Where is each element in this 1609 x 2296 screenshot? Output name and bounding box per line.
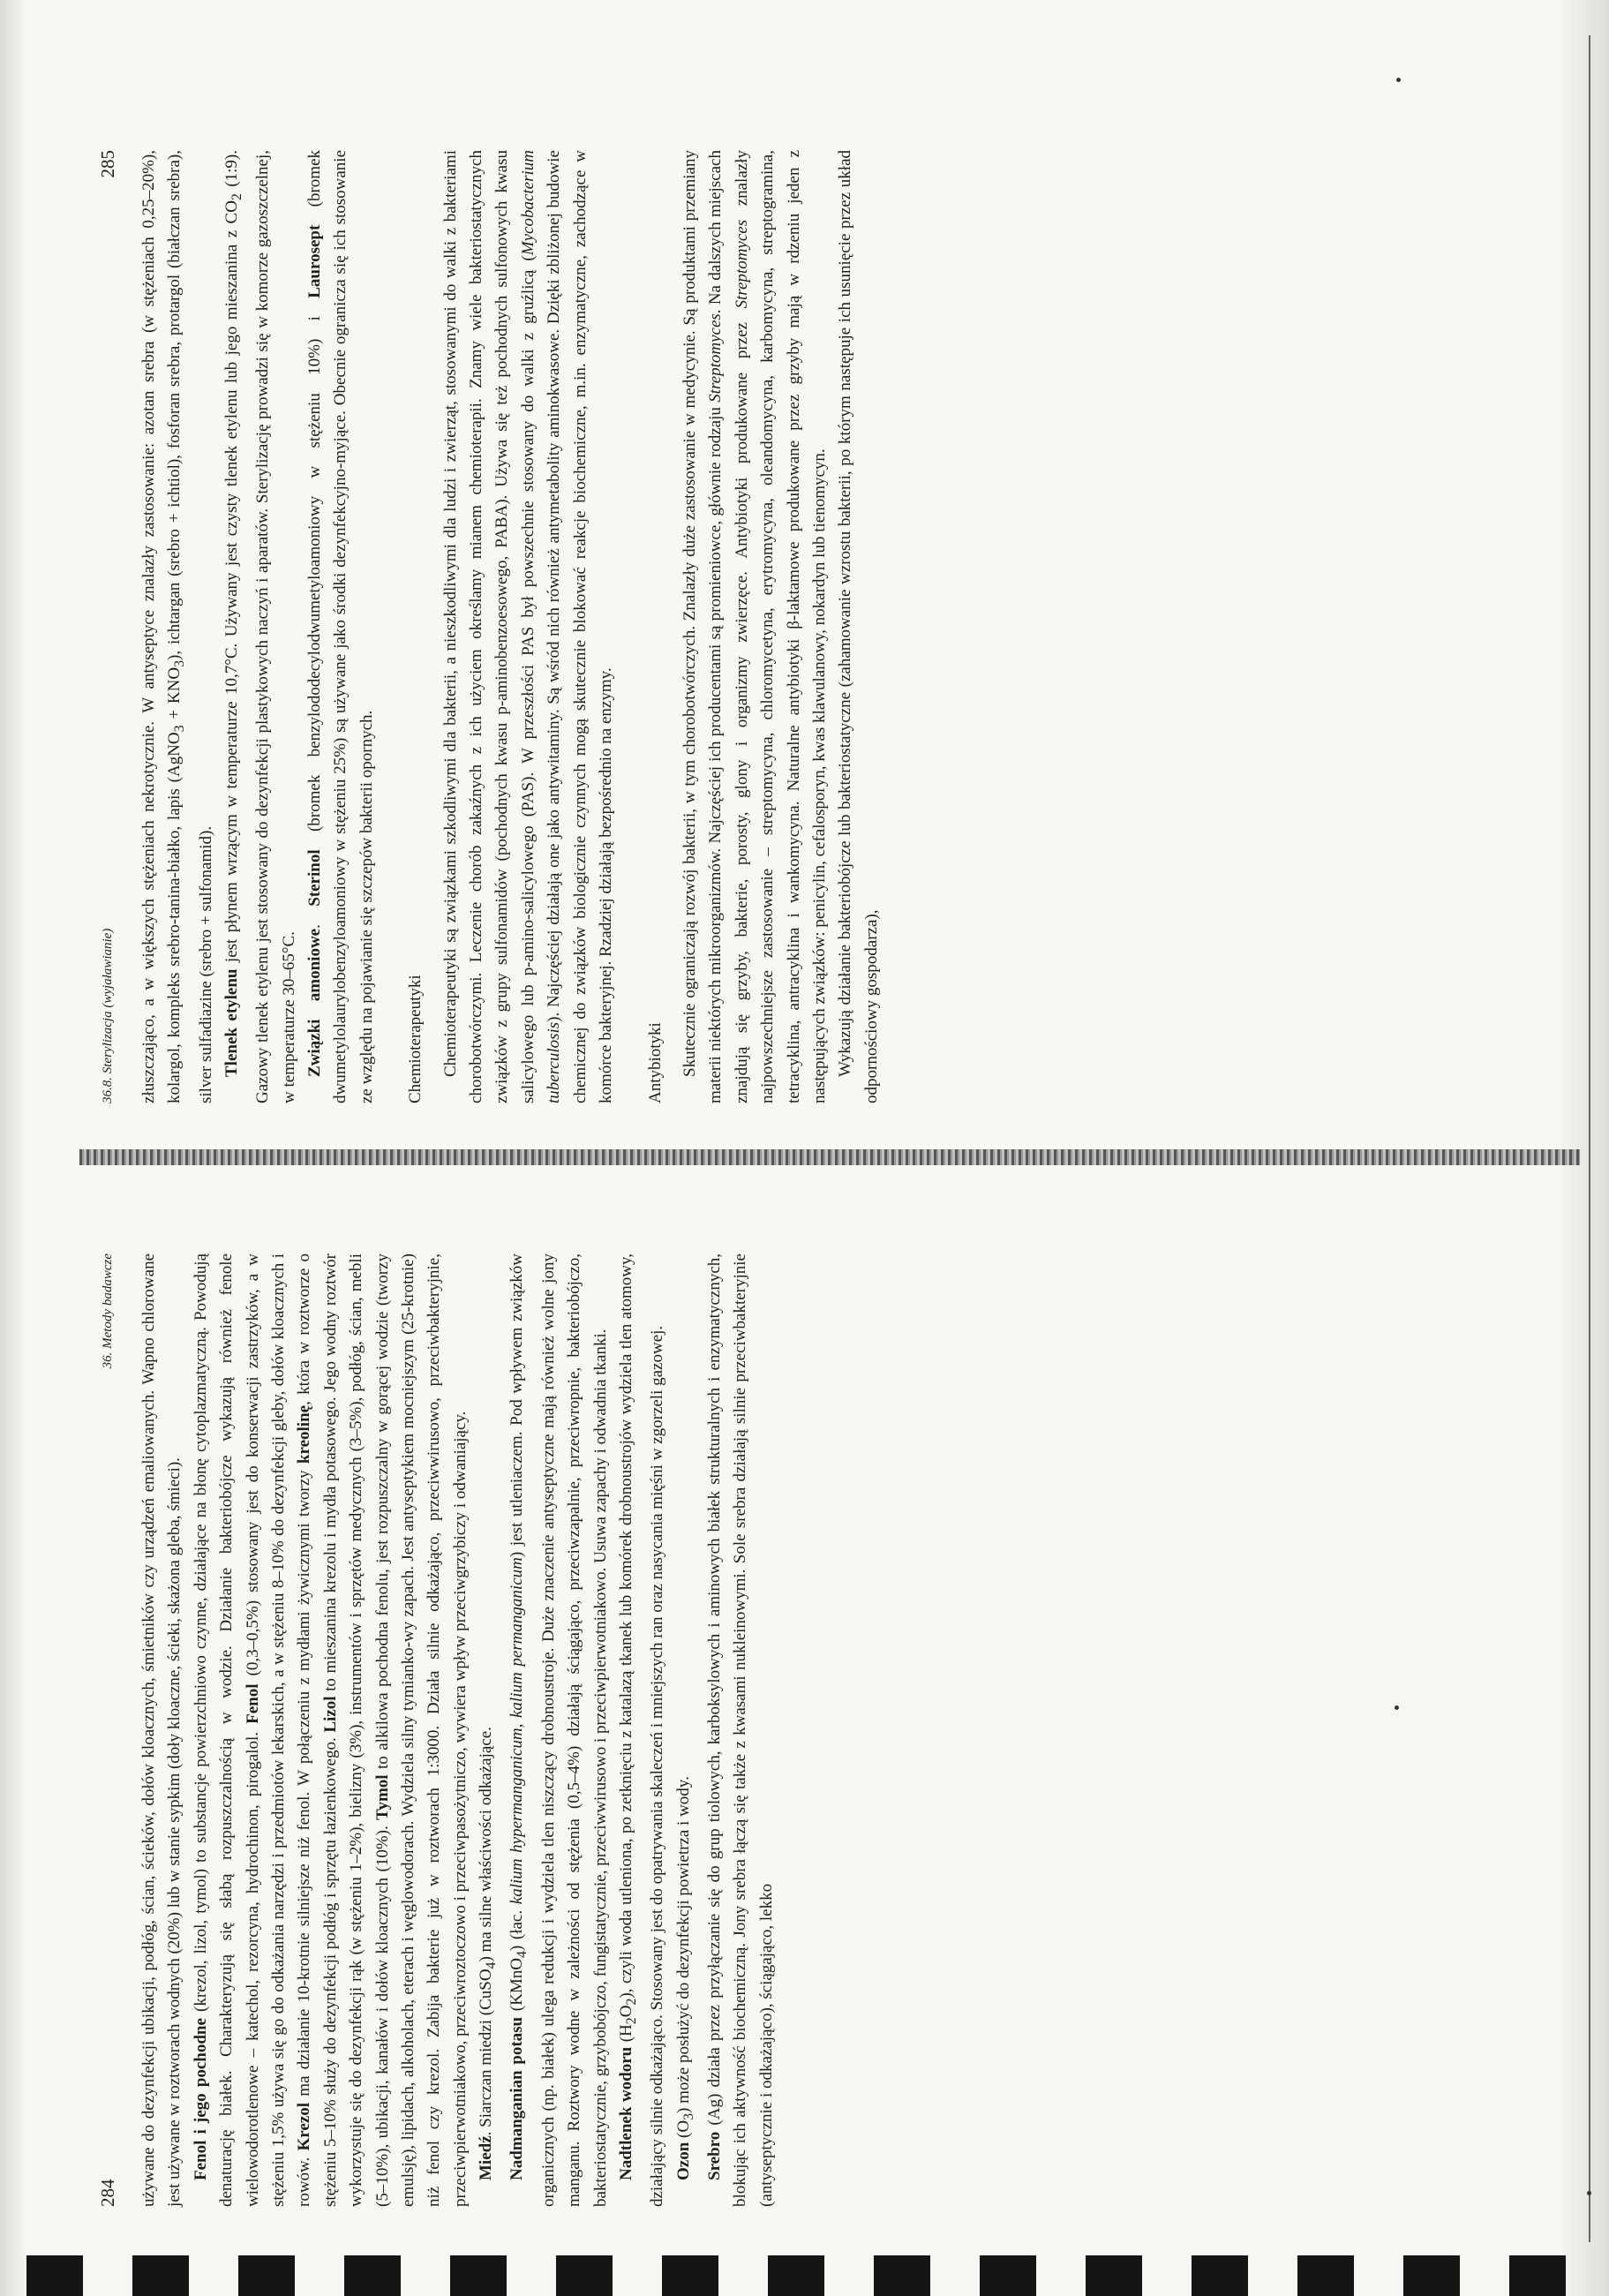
text-run: (krezol, lizol, tymol) to substancje powierzchniowo czynne, działające na błonę cytoplazmatyczną. Powodują denaturację białek. Charakteryzują się słabą rozpuszczalnością w wodzie. Działanie bakteriobójcze wykazują również fenole wielowodorotlenowe – katechol, rezorcyna, hydrochinon, pirogalol.: [191, 1253, 262, 2207]
term: Nadmanganian potasu: [508, 2016, 527, 2180]
subscript: 3: [172, 659, 188, 667]
text-run: ) (łac.: [508, 1904, 527, 1952]
term: Nadtlenek wodoru: [616, 2046, 635, 2180]
term: Sterinol: [305, 849, 325, 907]
text-run: Chemioterapeutyki są związkami szkodliwymi dla bakterii, a nieszkodliwymi dla ludzi i zwierząt, stosowanymi do walki z bakteriami chorobotwórczymi. Leczenie chorób zakaźnych z ich użyciem określamy mianem chemioterapii. Znamy wiele bakteriostatycznych związków z grupy sulfonamidów (pochodnych kwasu p-aminobenzoesowego, PABA). Używa się też pochodnych sulfonowych kwasu salicylowego lub p-amino-salicylowego (PAS). W przeszłości PAS był powszechnie stosowany do walki z gruźlicą (: [440, 150, 538, 1103]
page-number: 285: [97, 150, 118, 178]
binding-mark: [1297, 2255, 1354, 2296]
left-page: [97, 1253, 1103, 2207]
binding-marks: [0, 2247, 1609, 2296]
running-head: 36.8. Sterylizacja (wyjaławianie): [101, 928, 115, 1103]
text-run: ) ma silne właściwości odkażające.: [477, 1727, 496, 1962]
body-paragraph: [504, 1253, 613, 2207]
binding-mark: [132, 2255, 189, 2296]
text-run: ma działanie 10-krotnie silniejsze niż fenol. W połączeniu z mydłami żywicznymi tworzy: [295, 1464, 314, 2103]
right-page: [97, 150, 1099, 1103]
body-paragraph: [438, 150, 620, 1103]
body-paragraph: [188, 1253, 473, 2207]
text-run: to alkilowa pochodna fenolu, jest rozpuszczalny w gorącej wodzie (tworzy emulsję), lipidach, alkoholach, eterach i węglowodorach. Wydziela silny tymianko-wy zapach. Jest antyseptykiem mocniejszym (25-krotnie) niż fenol czy krezol. Zabija bakterie już w roztworach 1:3000. Działa silnie odkażająco, przeciwwirusowo, przeciwbakteryjnie, przeciwpierwotniakowo, przeciwroztoczowo i przeciwpasożytniczo, wywiera wpływ przeciwgrzybiczy i odwaniający.: [372, 1253, 470, 2207]
latin-term: Streptomyces: [732, 219, 751, 309]
term: Fenol: [243, 1683, 262, 1724]
body-paragraph: [671, 1253, 702, 2207]
text-run: . Siarczan miedzi (CuSO: [477, 1969, 496, 2136]
text-run: Skutecznie ograniczają rozwój bakterii, w tym chorobotwórczych. Znalazły duże zastosowanie w medycynie. Są produktami przemiany materii niektórych mikroorganizmów. Najczęściej ich producentami są promieniowce, głównie rodzaju: [680, 150, 726, 1103]
subscript: 2: [623, 2017, 639, 2025]
latin-term: Mycobacterium tuberculosis: [518, 150, 564, 1103]
body-paragraph: [677, 150, 832, 1103]
text-run: znalazły najpowszechniejsze zastosowanie – streptomycyna, chloromycetyna, erytromycyna, oleandomycyna, karbomycyna, streptogramina, tetracyklina, antracyklina i wankomycyna. Naturalne antybiotyki β-laktamowe produkowane przez grzyby mają w rdzeniu jeden z następujących związków: penicylin, cefalosporyn, kwas klawulanowy, nokardyn lub tienomycyn.: [732, 150, 829, 1103]
binding-mark: [768, 2255, 824, 2296]
term: Lizol: [320, 1696, 340, 1733]
page-number: 284: [97, 2179, 118, 2207]
subscript: 3: [680, 2112, 696, 2120]
body-paragraph: [302, 150, 380, 1103]
text-run: ) może posłużyć do dezynfekcji powietrza i wody.: [673, 1776, 693, 2113]
binding-mark: [874, 2255, 930, 2296]
page-edge-line: [1589, 35, 1590, 2242]
subscript: 2: [229, 193, 244, 201]
book-spine-gutter: [79, 1149, 1580, 1165]
term: kreolinę: [295, 1404, 314, 1464]
body-paragraph: [702, 1253, 779, 2207]
term: Związki amoniowe: [305, 928, 325, 1077]
text-run: + KNO: [165, 666, 184, 726]
text-run: (Ag) działa przez przyłączanie się do grup tiolowych, karboksylowych i aminowych białek strukturalnych i enzymatycznych, blokując ich aktywność biochemiczną. Jony srebra łączą się także z kwasami nukleinowymi. Sole srebra działają silnie przeciwbakteryjnie (antyseptycznie i odkażająco), ściągająco, lekko: [704, 1253, 776, 2207]
subscript: 4: [515, 1951, 530, 1959]
text-run: .: [305, 906, 325, 929]
text-run: O: [616, 2005, 635, 2018]
binding-mark: [26, 2255, 83, 2296]
text-run: jest płynem wrzącym w temperaturze 10,7°C. Używany jest czysty tlenek etylenu lub jego mieszanina z CO: [222, 200, 242, 969]
subscript: 3: [172, 725, 188, 733]
binding-mark: [450, 2255, 507, 2296]
text-run: , która w roztworze o stężeniu 5–10% służy do dezynfekcji podłóg i sprzętu łazienkowego.: [295, 1253, 340, 2207]
text-run: (H: [616, 2024, 635, 2047]
term: Fenol i jego pochodne: [191, 2018, 210, 2180]
term: Krezol: [295, 2102, 314, 2151]
term: Ozon: [673, 2142, 693, 2180]
subscript: 4: [484, 1961, 500, 1969]
running-header: [97, 1253, 136, 2207]
text-run: (KMnO: [508, 1958, 527, 2017]
binding-mark: [980, 2255, 1036, 2296]
scan-speck: [1395, 1705, 1399, 1710]
page-body: [136, 150, 884, 1103]
binding-mark: [344, 2255, 401, 2296]
text-run: (O: [673, 2119, 693, 2142]
section-heading: Antybiotyki: [645, 1022, 665, 1103]
body-paragraph: [219, 150, 302, 1103]
body-paragraph: [136, 1253, 188, 2207]
scan-speck: [1396, 78, 1401, 82]
binding-mark: [1086, 2255, 1142, 2296]
scan-speck: [1587, 2191, 1591, 2195]
binding-mark: [238, 2255, 295, 2296]
text-run: ), ichtargan (srebro + ichtiol), fosforan srebra, protargol (białczan srebra), silver sulfadiazine (srebro + sulfonamid).: [165, 150, 215, 1103]
text-run: . Na dalszych miejscach znajdują się grzyby, bakterie, porosty, glony i organizmy zwierzęce. Antybiotyki produkowane przez: [706, 150, 751, 1103]
running-head: 36. Metody badawcze: [101, 1253, 115, 1369]
term: Tlenek etylenu: [222, 968, 242, 1077]
scan-shadow-right: [1556, 0, 1609, 2296]
text-run: używane do dezynfekcji ubikacji, podłóg, ścian, ścieków, dołów kloacznych, śmietników czy urządzeń emaliowanych. Wapno chlorowane jest używane w roztworach wodnych (20%) lub w stanie sypkim (doły kloaczne, ścieki, skażona gleba, śmieci).: [139, 1253, 184, 2207]
binding-mark: [1403, 2255, 1460, 2296]
term: Miedź: [477, 2135, 496, 2180]
term: Laurosept: [305, 224, 325, 298]
binding-mark: [556, 2255, 613, 2296]
latin-term: kalium hypermanganicum, kalium permanganicum: [508, 1557, 527, 1905]
text-run: (0,3–0,5%) stosowany jest do konserwacji zastrzyków, a w stężeniu 1,5% używa się go do odkażania narzędzi i przedmiotów lekarskich, a w stężeniu 8–10% do dezynfekcji gleby, dołów kloacznych i rowów.: [243, 1253, 314, 2207]
binding-mark: [662, 2255, 718, 2296]
scan-shadow-left: [0, 0, 26, 2296]
subscript: 2: [623, 1998, 639, 2006]
binding-mark: [1509, 2255, 1566, 2296]
section-heading: Chemioterapeutyki: [406, 975, 425, 1103]
text-run: ). Najczęściej działają one jako antywitaminy. Są wśród nich również antymetabolity aminokwasowe. Dzięki zbliżonej budowie chemicznej do związków biologicznie czynnych mogą skutecznie blokować reakcje biochemiczne, m.in. enzymatyczne, zachodzące w komórce bakteryjnej. Rzadziej działają bezpośrednio na enzymy.: [545, 150, 616, 1103]
body-paragraph: [136, 150, 219, 1103]
text-run: (bromek dwumetylolaurylobenzyloamoniowy w stężeniu 25%) są używane jako środki dezynfekcyjno-myjące. Obecnie ogranicza się ich stosowanie ze względu na pojawianie się szczepów bakterii opornych.: [305, 149, 376, 1103]
running-header: [97, 150, 136, 1103]
text-run: to mieszanina krezolu i mydła potasowego. Jego wodny roztwór wykorzystuje się do dezynfekcji rąk (w stężeniu 1–2%), bielizny (3%), instrumentów i sprzętów medycznych (3–5%), podłóg, ścian, mebli (5–10%), ubikacji, kanałów i dołów kloacznych (10%).: [320, 1253, 392, 2207]
term: Tymol: [372, 1774, 392, 1820]
body-paragraph: [473, 1253, 504, 2207]
body-paragraph: [832, 150, 884, 1103]
text-run: ) jest utleniaczem. Pod wpływem związków organicznych (np. białek) ulega redukcji i wydziela tlen niszczący drobnoustroje. Duże znaczenie antyseptyczne mają również wolne jony manganu. Roztwory wodne w zależności od stężenia (0,5–4%) działają ściągająco, przeciwzapalnie, przeciwropnie, bakteriobójczo, bakteriostatycznie, grzybobójczo, fungistatycznie, przeciwwirusowo i przeciwpierwotniakowo. Usuwa zapachy i odwadnia tkanki.: [508, 1253, 610, 2207]
binding-mark: [1192, 2255, 1248, 2296]
text-run: Wykazują działanie bakteriobójcze lub bakteriostatyczne (zahamowanie wzrostu bakterii, po którym następuje ich usunięcie przez układ odpornościowy gospodarza),: [836, 150, 881, 1103]
term: Srebro: [704, 2131, 724, 2180]
text-run: ), czyli woda utleniona, po zetknięciu z katalazą tkanek lub komórek drobnoustrojów wydziela tlen atomowy, działający silnie odkażająco. Stosowany jest do opatrywania skaleczeń i mniejszych ran oraz nasycania mięśni w zgorzeli gazowej.: [616, 1253, 667, 2207]
text-run: (1:9). Gazowy tlenek etylenu jest stosowany do dezynfekcji plastykowych naczyń i aparatów. Sterylizację prowadzi się w komorze gazoszczelnej, w temperaturze 30–65°C.: [222, 149, 298, 1103]
latin-term: Streptomyces: [706, 313, 726, 403]
body-paragraph: [613, 1253, 671, 2207]
text-run: złuszczająco, a w większych stężeniach nekrotycznie. W antyseptyce znalazły zastosowanie: azotan srebra (w stężeniach 0,25–20%), kolargol, kompleks srebro-tanina-białko, lapis (AgNO: [139, 150, 184, 1103]
text-run: (bromek benzylododecylodwumetyloamoniowy w stężeniu 10%) i: [305, 297, 325, 850]
page-body: [136, 1253, 779, 2207]
